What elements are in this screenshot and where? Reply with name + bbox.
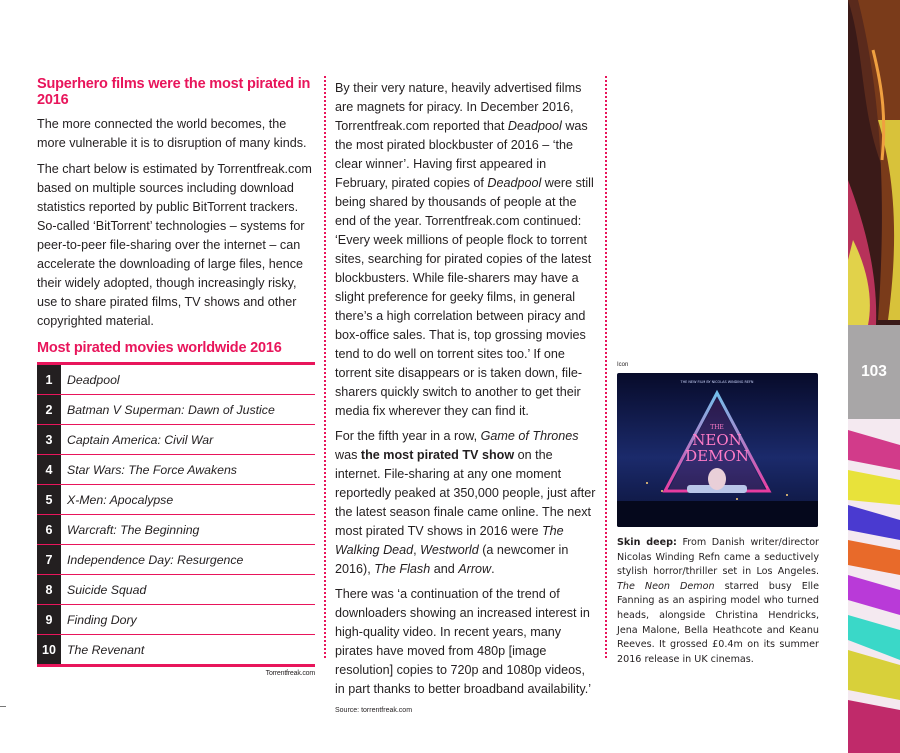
column-divider-right (605, 76, 607, 658)
middle-source: Source: torrentfreak.com (335, 707, 413, 714)
poster-caption: Skin deep: From Danish writer/director Nicolas Winding Refn came a seductively stylish horror/thriller set in Los Angeles. The Neon Demon starred busy Elle Fanning as an aspiring model who turned heads, alongside Christina Hendricks, Jena Malone, Bella Heathcote and Keanu Reeves. It grossed £0.4m on its summer 2016 release in UK cinemas. (617, 537, 820, 665)
rank-number: 4 (37, 455, 61, 484)
rank-number: 8 (37, 575, 61, 604)
table-row (37, 455, 315, 485)
poster-title-line-3: DEMON (685, 447, 749, 465)
rank-number: 3 (37, 425, 61, 454)
image-credit-label: Icon (617, 362, 629, 368)
neon-demon-poster-image (617, 373, 818, 527)
table-row (37, 605, 315, 635)
table-row (37, 575, 315, 605)
movie-title: Captain America: Civil War (67, 432, 214, 447)
rank-number: 6 (37, 515, 61, 544)
rank-number: 7 (37, 545, 61, 574)
intro-paragraph: The more connected the world becomes, the more vulnerable it is to disruption of many kinds. (37, 117, 307, 150)
poster-title-line-1: THE (710, 424, 724, 431)
table-row (37, 395, 315, 425)
movie-title: Star Wars: The Force Awakens (67, 462, 237, 477)
column-divider-left (324, 76, 326, 658)
left-column (37, 76, 315, 677)
movie-title: Batman V Superman: Dawn of Justice (67, 402, 275, 417)
table-row (37, 485, 315, 515)
rank-number: 9 (37, 605, 61, 634)
page-number-tab: 103 (848, 325, 900, 419)
table-row (37, 635, 315, 667)
rank-number: 1 (37, 365, 61, 394)
paragraph-game-of-thrones: For the fifth year in a row, Game of Thrones was the most pirated TV show on the internet. File-sharing at any one moment reportedly peaked at 350,000 people, just after the latest season finale came online. The next most pirated TV shows in 2016 were The Walking Dead, Westworld (a newcomer in 2016), The Flash and Arrow. (335, 429, 596, 576)
paragraph-video-quality: There was ‘a continuation of the trend of downloaders showing an increased interest in high-quality video. In recent years, many pirates have moved from 480p [image resolution] copies to 720p and 1080p videos, in part thanks to better broadband availability.’ Source: torrentfreak.com (335, 587, 591, 714)
poster-title-line-2: NEON (692, 431, 742, 449)
table-row (37, 365, 315, 395)
table-row (37, 425, 315, 455)
movie-title: Warcraft: The Beginning (67, 522, 200, 537)
section-heading: Superhero films were the most pirated in 2016 (37, 76, 311, 108)
chart-description-paragraph: The chart below is estimated by Torrentfreak.com based on multiple sources including download statistics reported by public BitTorrent trackers. So-called ‘BitTorrent’ technologies – systems for peer-to-peer file-sharing over the internet – can accelerate the downloading of large files, hence their widely adopted, though increasingly risky, use to share pirated films, TV shows and other copyrighted material. (37, 162, 312, 328)
movie-title: X-Men: Apocalypse (67, 492, 174, 507)
rank-number: 2 (37, 395, 61, 424)
crop-mark (0, 706, 6, 707)
movie-title: Independence Day: Resurgence (67, 552, 244, 567)
table-source: Torrentfreak.com (265, 670, 315, 677)
pirated-movies-table (37, 362, 315, 667)
table-title: Most pirated movies worldwide 2016 (37, 340, 282, 356)
poster-top-text: THE NEW FILM BY NICOLAS WINDING REFN (680, 380, 754, 384)
movie-title: The Revenant (67, 642, 145, 657)
movie-title: Deadpool (67, 372, 120, 387)
rank-number: 5 (37, 485, 61, 514)
table-row (37, 515, 315, 545)
paragraph-deadpool: By their very nature, heavily advertised films are magnets for piracy. In December 2016, Torrentfreak.com reported that Deadpool was the most pirated blockbuster of 2016 – ‘the clear winner’. Having first appeared in February, pirated copies of Deadpool were still being shared by thousands of people at the end of the year. Torrentfreak.com continued: ‘Every week millions of people flock to torrent sites, searching for pirated copies of the latest blockbusters. While file-sharers may have a slight preference for geeky films, in general there’s a high correlation between piracy and box-office sales. That is, top grossing movies tend to do well on torrent sites too.’ If one torrent site disappears or is taken down, file-sharers quickly switch to another to get their media fix wherever they can find it. (335, 81, 594, 418)
rank-number: 10 (37, 635, 61, 664)
movie-title: Finding Dory (67, 612, 137, 627)
movie-title: Suicide Squad (67, 582, 147, 597)
table-row (37, 545, 315, 575)
middle-column (335, 79, 597, 726)
